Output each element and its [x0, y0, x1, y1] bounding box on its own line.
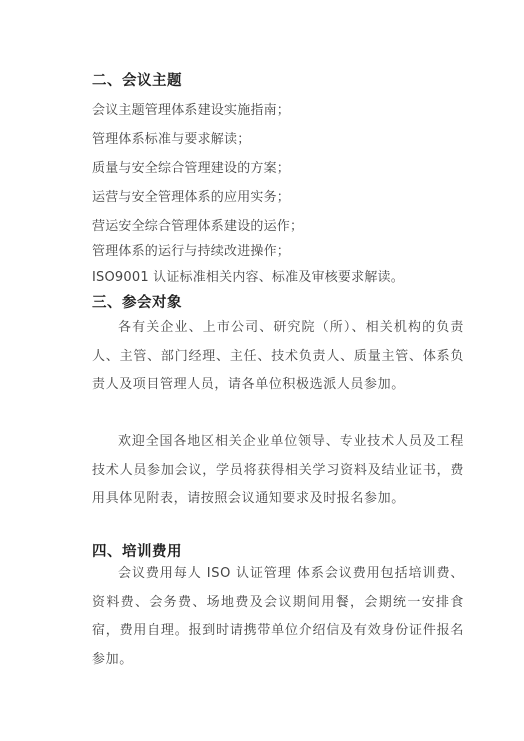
topic-item: ISO9001 认证标准相关内容、标准及审核要求解读。: [92, 270, 404, 285]
topic-item: 营运安全综合管理体系建设的运作；: [92, 219, 304, 234]
topic-item: 质量与安全综合管理建设的方案；: [92, 161, 291, 176]
section-heading-topics: 二、会议主题: [92, 73, 182, 89]
topic-item: 管理体系的运行与持续改进操作；: [92, 244, 291, 259]
fees-paragraph: 会议费用每人 ISO 认证管理 体系会议费用包括培训费、资料费、会务费、场地费及会议期间用餐，会期统一安排食宿，费用自理。报到时请携带单位介绍信及有效身份证件报名参加。: [92, 566, 464, 667]
topic-item: 会议主题管理体系建设实施指南；: [92, 103, 291, 118]
topic-item: 运营与安全管理体系的应用实务；: [92, 190, 291, 205]
attendees-paragraph: 各有关企业、上市公司、研究院（所）、相关机构的负责人、主管、部门经理、主任、技术负责人、质量主管、体系负责人及项目管理人员，请各单位积极选派人员参加。: [92, 320, 464, 392]
attendees-paragraph: 欢迎全国各地区相关企业单位领导、专业技术人员及工程技术人员参加会议，学员将获得相关学习资料及结业证书，费用具体见附表，请按照会议通知要求及时报名参加。: [92, 434, 464, 506]
topic-item: 管理体系标准与要求解读；: [92, 132, 251, 147]
section-heading-attendees: 三、参会对象: [92, 295, 182, 311]
section-heading-fees: 四、培训费用: [92, 544, 182, 560]
